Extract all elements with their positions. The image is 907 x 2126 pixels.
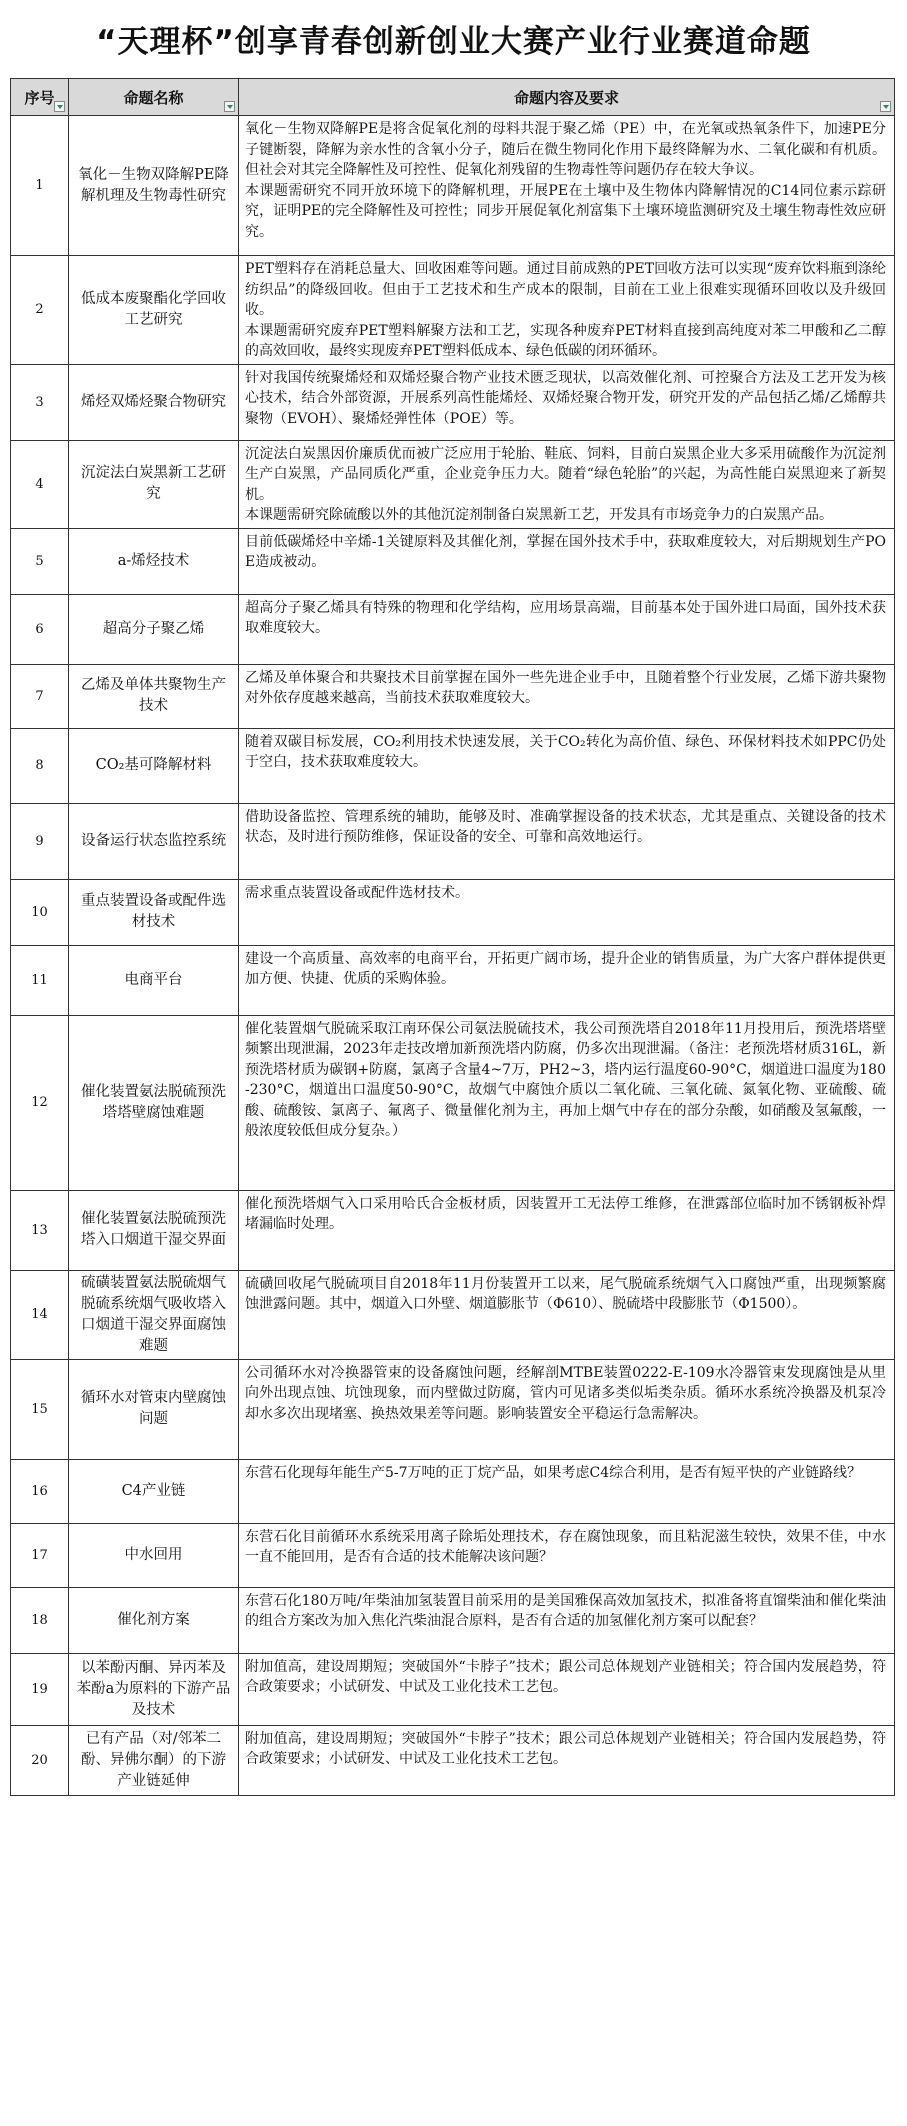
row-topic-content — [239, 1459, 895, 1523]
table-row — [11, 945, 895, 1015]
row-index: 3 — [11, 364, 69, 440]
row-topic-content — [239, 440, 895, 528]
content-paragraph: 针对我国传统聚烯烃和双烯烃聚合物产业技术匮乏现状，以高效催化剂、可控聚合方法及工艺开发为核心技术，结合外部资源，开展系列高性能烯烃、双烯烃聚合物开发，研究开发的产品包括乙烯/乙烯醇共聚物（EVOH）、聚烯烃弹性体（POE）等。 — [245, 369, 886, 427]
table-row — [11, 1359, 895, 1459]
row-index: 9 — [11, 803, 69, 879]
filter-dropdown-icon[interactable] — [54, 101, 65, 112]
row-topic-name: 催化装置氨法脱硫预洗塔塔壁腐蚀难题 — [69, 1015, 239, 1190]
content-paragraph: PET塑料存在消耗总量大、回收困难等问题。通过目前成熟的PET回收方法可以实现“废弃饮料瓶到涤纶纺织品”的降级回收。但由于工艺技术和生产成本的限制，目前在工业上很难实现循环回收以及升级回收。 — [245, 261, 886, 318]
content-paragraph: 东营石化现每年能生产5-7万吨的正丁烷产品，如果考虑C4综合利用，是否有短平快的产业链路线？ — [245, 1464, 862, 1481]
table-row — [11, 594, 895, 664]
table-row — [11, 116, 895, 256]
row-index: 18 — [11, 1587, 69, 1653]
table-row — [11, 1270, 895, 1359]
content-paragraph: 氧化－生物双降解PE是将含促氧化剂的母料共混于聚乙烯（PE）中，在光氧或热氧条件下，加速PE分子键断裂，降解为亲水性的含氧小分子，随后在微生物同化作用下最终降解为水、二氧化碳和有机质。但社会对其完全降解性及可控性、促氧化剂残留的生物毒性等问题仍存在较大争议。 — [245, 121, 886, 178]
row-topic-content — [239, 1270, 895, 1359]
row-topic-content — [239, 1725, 895, 1795]
row-index: 6 — [11, 594, 69, 664]
row-topic-name: 沉淀法白炭黑新工艺研究 — [69, 440, 239, 528]
content-paragraph: 附加值高，建设周期短；突破国外“卡脖子”技术；跟公司总体规划产业链相关；符合国内发展趋势，符合政策要求；小试研发、中试及工业化技术工艺包。 — [245, 1730, 886, 1767]
content-paragraph: 附加值高，建设周期短；突破国外“卡脖子”技术；跟公司总体规划产业链相关；符合国内发展趋势，符合政策要求；小试研发、中试及工业化技术工艺包。 — [245, 1658, 886, 1695]
content-paragraph: 硫磺回收尾气脱硫项目自2018年11月份装置开工以来，尾气脱硫系统烟气入口腐蚀严重，出现频繁腐蚀泄露问题。其中，烟道入口外壁、烟道膨胀节（Φ610）、脱硫塔中段膨胀节（Φ1500）。 — [245, 1275, 886, 1312]
content-paragraph: 建设一个高质量、高效率的电商平台，开拓更广阔市场，提升企业的销售质量，为广大客户群体提供更加方便、快捷、优质的采购体验。 — [245, 950, 886, 987]
table-row — [11, 528, 895, 594]
row-topic-name: 氧化－生物双降解PE降解机理及生物毒性研究 — [69, 116, 239, 256]
row-topic-content — [239, 528, 895, 594]
content-paragraph: 东营石化目前循环水系统采用离子除垢处理技术，存在腐蚀现象，而且粘泥滋生较快，效果不佳，中水一直不能回用，是否有合适的技术能解决该问题？ — [245, 1528, 886, 1565]
row-topic-content — [239, 364, 895, 440]
table-row — [11, 1190, 895, 1270]
row-topic-content — [239, 1653, 895, 1725]
row-topic-name: 超高分子聚乙烯 — [69, 594, 239, 664]
row-index: 5 — [11, 528, 69, 594]
content-paragraph: 本课题需研究除硫酸以外的其他沉淀剂制备白炭黑新工艺，开发具有市场竞争力的白炭黑产品。 — [245, 507, 833, 523]
filter-dropdown-icon[interactable] — [224, 101, 235, 112]
content-paragraph: 随着双碳目标发展，CO₂利用技术快速发展，关于CO₂转化为高价值、绿色、环保材料技术如PPC仍处于空白，技术获取难度较大。 — [245, 733, 886, 770]
table-row — [11, 664, 895, 728]
content-paragraph: 东营石化180万吨/年柴油加氢装置目前采用的是美国雅保高效加氢技术，拟准备将直馏柴油和催化柴油的组合方案改为加入焦化汽柴油混合原料，是否有合适的加氢催化剂方案可以配套？ — [245, 1592, 886, 1629]
row-topic-content — [239, 1190, 895, 1270]
content-paragraph: 借助设备监控、管理系统的辅助，能够及时、准确掌握设备的技术状态，尤其是重点、关键设备的技术状态，及时进行预防维修，保证设备的安全、可靠和高效地运行。 — [245, 808, 886, 845]
row-topic-name: C4产业链 — [69, 1459, 239, 1523]
row-index: 14 — [11, 1270, 69, 1359]
row-index: 17 — [11, 1523, 69, 1587]
content-paragraph: 沉淀法白炭黑因价廉质优而被广泛应用于轮胎、鞋底、饲料，目前白炭黑企业大多采用硫酸作为沉淀剂生产白炭黑，产品同质化严重，企业竞争压力大。随着“绿色轮胎”的兴起，为高性能白炭黑迎来了新契机。 — [245, 445, 886, 503]
content-paragraph: 需求重点装置设备或配件选材技术。 — [245, 884, 469, 901]
row-topic-name: 硫磺装置氨法脱硫烟气脱硫系统烟气吸收塔入口烟道干湿交界面腐蚀难题 — [69, 1270, 239, 1359]
row-topic-name: 催化装置氨法脱硫预洗塔入口烟道干湿交界面 — [69, 1190, 239, 1270]
content-paragraph: 催化装置烟气脱硫采取江南环保公司氨法脱硫技术，我公司预洗塔自2018年11月投用后，预洗塔塔壁频繁出现泄漏，2023年走技改增加新预洗塔内防腐，仍多次出现泄漏。（备注：老预洗塔材质316L，新预洗塔材质为碳钢+防腐，氯离子含量4~7万，PH2~3，塔内运行温度60-90°C，烟道进口温度为180-230°C，烟道出口温度50-90°C，故烟气中腐蚀介质以二氧化硫、三氧化硫、氮氧化物、亚硫酸、硫酸、硫酸铵、氯离子、氟离子、微量催化剂为主，再加上烟气中存在的部分杂酸，如硝酸及氢氟酸，一般浓度较低但成分复杂。） — [245, 1020, 886, 1139]
table-row — [11, 256, 895, 365]
row-topic-name: 电商平台 — [69, 945, 239, 1015]
row-topic-name: 烯烃双烯烃聚合物研究 — [69, 364, 239, 440]
content-paragraph: 乙烯及单体聚合和共聚技术目前掌握在国外一些先进企业手中，且随着整个行业发展，乙烯下游共聚物对外依存度越来越高，当前技术获取难度较大。 — [245, 669, 886, 706]
row-topic-content — [239, 594, 895, 664]
table-row — [11, 1653, 895, 1725]
row-topic-name: 催化剂方案 — [69, 1587, 239, 1653]
table-row — [11, 1015, 895, 1190]
content-paragraph: 本课题需研究不同开放环境下的降解机理，开展PE在土壤中及生物体内降解情况的C14同位素示踪研究，证明PE的完全降解性及可控性；同步开展促氧化剂富集下土壤环境监测研究及土壤生物毒性效应研究。 — [245, 182, 886, 240]
row-index: 15 — [11, 1359, 69, 1459]
row-topic-name: 设备运行状态监控系统 — [69, 803, 239, 879]
row-index: 19 — [11, 1653, 69, 1725]
row-index: 20 — [11, 1725, 69, 1795]
row-topic-name: 低成本废聚酯化学回收工艺研究 — [69, 256, 239, 365]
row-topic-name: a-烯烃技术 — [69, 528, 239, 594]
row-topic-content — [239, 256, 895, 365]
row-index: 7 — [11, 664, 69, 728]
table-row — [11, 879, 895, 945]
table-row — [11, 803, 895, 879]
row-index: 12 — [11, 1015, 69, 1190]
header-index-label: 序号 — [24, 88, 55, 107]
table-row — [11, 364, 895, 440]
row-topic-name: 已有产品（对/邻苯二酚、异佛尔酮）的下游产业链延伸 — [69, 1725, 239, 1795]
content-paragraph: 本课题需研究废弃PET塑料解聚方法和工艺，实现各种废弃PET材料直接到高纯度对苯二甲酸和乙二醇的高效回收，最终实现废弃PET塑料低成本、绿色低碳的闭环循环。 — [245, 322, 886, 359]
header-content-label: 命题内容及要求 — [513, 88, 619, 107]
row-index: 8 — [11, 728, 69, 803]
filter-dropdown-icon[interactable] — [880, 101, 891, 112]
row-topic-name: 循环水对管束内壁腐蚀问题 — [69, 1359, 239, 1459]
row-topic-content — [239, 803, 895, 879]
table-row — [11, 728, 895, 803]
table-row — [11, 1725, 895, 1795]
row-topic-content — [239, 1523, 895, 1587]
content-paragraph: 公司循环水对冷换器管束的设备腐蚀问题，经解剖MTBE装置0222-E-109水冷器管束发现腐蚀是从里向外出现点蚀、坑蚀现象，而内壁做过防腐，管内可见诸多类似垢类杂质。循环水系统冷换器及机泵冷却水多次出现堵塞、换热效果差等问题。影响装置安全平稳运行急需解决。 — [245, 1364, 886, 1422]
row-topic-name: CO₂基可降解材料 — [69, 728, 239, 803]
row-topic-content — [239, 664, 895, 728]
row-topic-content — [239, 728, 895, 803]
row-topic-content — [239, 1359, 895, 1459]
row-index: 16 — [11, 1459, 69, 1523]
row-topic-content — [239, 945, 895, 1015]
row-topic-name: 以苯酚丙酮、异丙苯及苯酚a为原料的下游产品及技术 — [69, 1653, 239, 1725]
row-topic-name: 乙烯及单体共聚物生产技术 — [69, 664, 239, 728]
content-paragraph: 催化预洗塔烟气入口采用哈氏合金板材质，因装置开工无法停工维修，在泄露部位临时加不锈钢板补焊堵漏临时处理。 — [245, 1195, 886, 1232]
row-index: 2 — [11, 256, 69, 365]
row-topic-content — [239, 1587, 895, 1653]
row-topic-content — [239, 879, 895, 945]
table-header-row — [11, 79, 895, 116]
row-topic-name: 中水回用 — [69, 1523, 239, 1587]
page-title: “天理杯”创享青春创新创业大赛产业行业赛道命题 — [96, 23, 811, 60]
row-index: 13 — [11, 1190, 69, 1270]
content-paragraph: 目前低碳烯烃中辛烯-1关键原料及其催化剂，掌握在国外技术手中，获取难度较大，对后期规划生产POE造成被动。 — [245, 533, 886, 570]
table-row — [11, 1587, 895, 1653]
row-index: 1 — [11, 116, 69, 256]
row-index: 11 — [11, 945, 69, 1015]
row-topic-content — [239, 1015, 895, 1190]
row-index: 4 — [11, 440, 69, 528]
table-row — [11, 1523, 895, 1587]
header-index — [11, 79, 69, 116]
topics-table — [10, 78, 895, 1796]
header-name-label: 命题名称 — [123, 88, 184, 107]
content-paragraph: 超高分子聚乙烯具有特殊的物理和化学结构，应用场景高端，目前基本处于国外进口局面，国外技术获取难度较大。 — [245, 599, 886, 636]
row-topic-name: 重点装置设备或配件选材技术 — [69, 879, 239, 945]
table-row — [11, 440, 895, 528]
row-index: 10 — [11, 879, 69, 945]
row-topic-content — [239, 116, 895, 256]
header-content — [239, 79, 895, 116]
table-row — [11, 1459, 895, 1523]
header-name — [69, 79, 239, 116]
